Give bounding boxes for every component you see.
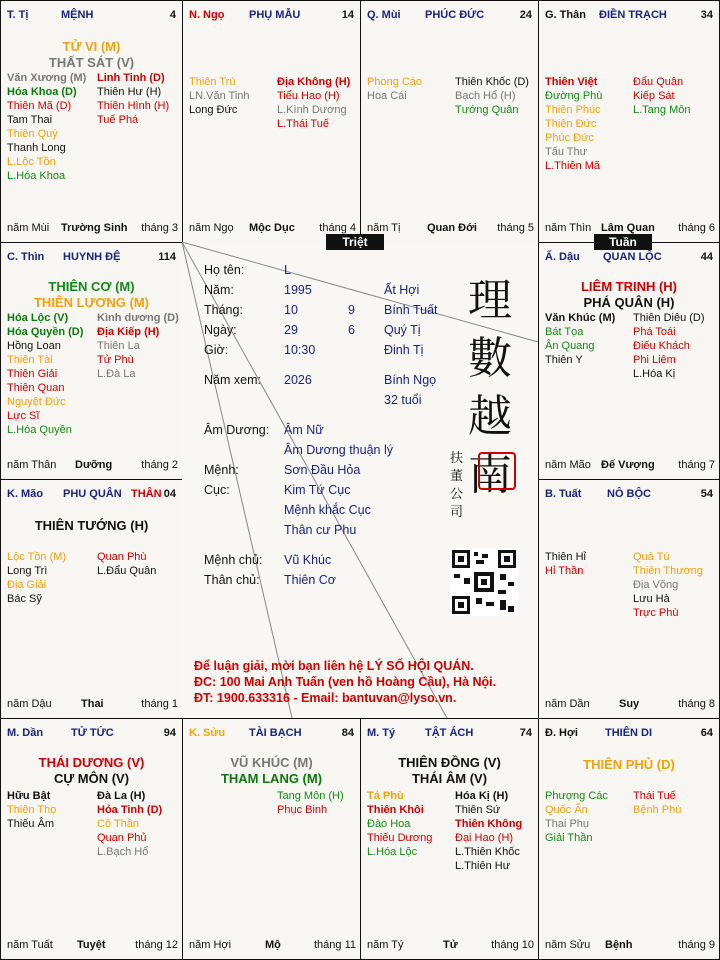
amduong-value: Âm Nữ: [284, 423, 324, 437]
palace-decade: 4: [169, 9, 176, 21]
palace-dan[interactable]: M. Dần TỬ TỨC 94 THÁI DƯƠNG (V) CỰ MÔN (V) Hữu Bật Thiên Thọ Thiếu Âm Đà La (H) Hỏa Tinh (D) Cô Thần Quan Phủ L.Bạch Hổ năm Tuất Tuyệt tháng 12: [0, 718, 183, 960]
palace-mui[interactable]: Q. Mùi PHÚC ĐỨC 24 Phong Cáo Hoa Cái Thiên Khốc (D) Bạch Hổ (H) Tướng Quân năm Tị Quan Đới tháng 5: [360, 0, 539, 243]
palace-branch: G. Thân: [545, 9, 586, 21]
palace-name: PHU QUÂN: [63, 488, 122, 500]
palace-name: TẬT ÁCH: [425, 727, 474, 739]
name-label: Họ tên:: [204, 263, 245, 277]
palace-name: TỬ TỨC: [71, 727, 114, 739]
palace-thin[interactable]: C. Thìn HUYNH ĐỆ 114 THIÊN CƠ (M) THIÊN LƯƠNG (M) Hóa Lộc (V) Hóa Quyền (D) Hồng Loan Thiên Tài Thiên Giải Thiên Quan Nguyệt Đức Lực Sĩ L.Hóa Quyền Kình dương (D) Địa Kiếp (H) Thiên La Tử Phù L.Đà La năm Thân Dưỡng tháng 2: [0, 242, 183, 480]
fate-year: năm Tý: [367, 939, 404, 951]
center-info-panel: [182, 242, 538, 718]
contact-line-1: Để luận giải, mời bạn liên hệ LÝ SỐ HỘI QUÁN.: [194, 659, 474, 673]
month: tháng 12: [135, 939, 178, 951]
life-stage: Lâm Quan: [601, 222, 655, 234]
life-stage: Quan Đới: [427, 222, 477, 234]
fate-year: năm Tuất: [7, 939, 53, 951]
tuan-marker: Tuần: [594, 234, 652, 250]
month: tháng 5: [497, 222, 534, 234]
palace-branch: M. Tý: [367, 727, 396, 739]
palace-branch: K. Mão: [7, 488, 44, 500]
month: tháng 2: [141, 459, 178, 471]
day-canchi: Quý Tị: [384, 323, 421, 337]
than-badge: THÂN: [131, 488, 162, 500]
year-label: Năm:: [204, 283, 234, 297]
day-label: Ngày:: [204, 323, 237, 337]
palace-name: NÔ BỘC: [607, 488, 651, 500]
palace-decade: 44: [700, 251, 713, 263]
cuc-value: Kim Tứ Cục: [284, 483, 351, 497]
main-stars: THIÊN ĐỒNG (V) THÁI ÂM (V): [398, 755, 501, 786]
main-stars: THIÊN PHỦ (D): [583, 757, 675, 772]
month-label: Tháng:: [204, 303, 243, 317]
life-stage: Mộ: [265, 939, 281, 951]
month: tháng 3: [141, 222, 178, 234]
month: tháng 1: [141, 698, 178, 710]
life-stage: Trường Sinh: [61, 222, 128, 234]
month-canchi: Bính Tuất: [384, 303, 438, 317]
palace-decade: 84: [341, 727, 354, 739]
palace-branch: B. Tuất: [545, 488, 582, 500]
hour-canchi: Đinh Tị: [384, 343, 424, 357]
palace-mao[interactable]: K. Mão PHU QUÂN THÂN 04 THIÊN TƯỚNG (H) Lộc Tồn (M) Long Trì Địa Giải Bác Sỹ Quan Phù L.Đẩu Quân năm Dậu Thai tháng 1: [0, 479, 183, 719]
fate-year: năm Hợi: [189, 939, 232, 951]
than-cu: Thân cư Phu: [284, 523, 357, 537]
palace-branch: Q. Mùi: [367, 9, 401, 21]
fate-year: năm Thìn: [545, 222, 592, 234]
palace-suu[interactable]: K. Sửu TÀI BẠCH 84 VŨ KHÚC (M) THAM LANG (M) Tang Môn (H) Phục Binh năm Hợi Mộ tháng 11: [182, 718, 361, 960]
palace-decade: 04: [163, 488, 176, 500]
palace-decade: 54: [700, 488, 713, 500]
fate-year: năm Tị: [367, 222, 401, 234]
day-lunar: 6: [348, 323, 355, 337]
hour-value: 10:30: [284, 343, 316, 357]
than-chu-label: Thân chủ:: [204, 573, 260, 587]
month: tháng 7: [678, 459, 715, 471]
palace-decade: 24: [519, 9, 532, 21]
year-value: 1995: [284, 283, 312, 297]
month: tháng 10: [491, 939, 534, 951]
life-stage: Suy: [619, 698, 640, 710]
life-stage: Thai: [81, 698, 104, 710]
palace-branch: Đ. Hợi: [545, 727, 578, 739]
palace-ngo[interactable]: N. Ngọ PHỤ MẪU 14 Thiên Trù LN.Văn Tinh Long Đức Địa Không (H) Tiểu Hao (H) L.Kình Dương L.Thái Tuế năm Ngọ Mộc Dục tháng 4: [182, 0, 361, 243]
fate-year: năm Thân: [7, 459, 57, 471]
hour-label: Giờ:: [204, 343, 229, 357]
main-stars: TỬ VI (M) THẤT SÁT (V): [48, 39, 135, 70]
palace-tuat[interactable]: B. Tuất NÔ BỘC 54 Thiên Hỉ Hỉ Thần Quả Tú Thiên Thương Địa Võng Lưu Hà Trực Phù năm Dần Suy tháng 8: [538, 479, 720, 719]
life-stage: Đế Vượng: [601, 459, 655, 471]
palace-decade: 94: [163, 727, 176, 739]
month: tháng 9: [678, 939, 715, 951]
month: tháng 4: [319, 222, 356, 234]
palace-decade: 34: [700, 9, 713, 21]
main-stars: VŨ KHÚC (M) THAM LANG (M): [220, 755, 323, 786]
palace-branch: T. Tị: [7, 9, 29, 21]
menh-chu-label: Mệnh chủ:: [204, 553, 263, 567]
month-solar: 10: [284, 303, 298, 317]
contact-block: [194, 658, 496, 706]
month-lunar: 9: [348, 303, 355, 317]
palace-name: PHÚC ĐỨC: [425, 9, 485, 21]
fate-year: năm Mùi: [7, 222, 50, 234]
palace-dau[interactable]: Ấ. Dậu QUAN LỘC 44 LIÊM TRINH (H) PHÁ QUÂN (H) Văn Khúc (M) Bát Tọa Ân Quang Thiên Y Thiên Diêu (D) Phá Toái Điếu Khách Phi Liêm L.Hóa Kị năm Mão Đế Vượng tháng 7: [538, 242, 720, 480]
day-solar: 29: [284, 323, 298, 337]
fate-year: năm Mão: [545, 459, 591, 471]
palace-name: HUYNH ĐỆ: [63, 251, 121, 263]
month: tháng 11: [313, 939, 356, 951]
palace-name: QUAN LỘC: [603, 251, 662, 263]
palace-branch: C. Thìn: [7, 251, 45, 263]
contact-line-2: ĐC: 100 Mai Anh Tuấn (ven hồ Hoàng Cầu), Hà Nội.: [194, 675, 497, 689]
than-chu-value: Thiên Cơ: [284, 573, 336, 587]
life-stage: Tử: [443, 939, 458, 951]
main-stars: THÁI DƯƠNG (V) CỰ MÔN (V): [38, 755, 145, 786]
palace-name: THIÊN DI: [605, 727, 653, 739]
age: 32 tuổi: [384, 393, 422, 407]
palace-than[interactable]: G. Thân ĐIỀN TRẠCH 34 Thiên Việt Đường Phù Thiên Phúc Thiên Đức Phúc Đức Tấu Thư L.Thiên Mã Đẩu Quân Kiếp Sát L.Tang Môn năm Thìn Lâm Quan tháng 6: [538, 0, 720, 243]
palace-name: ĐIỀN TRẠCH: [599, 9, 667, 21]
palace-hoi[interactable]: Đ. Hợi THIÊN DI 64 THIÊN PHỦ (D) Phượng Các Quốc Ấn Thai Phụ Giải Thần Thái Tuế Bệnh Phù năm Sửu Bệnh tháng 9: [538, 718, 720, 960]
palace-decade: 64: [700, 727, 713, 739]
fate-year: năm Dần: [545, 698, 590, 710]
palace-ty[interactable]: T. Tị MỆNH 4 TỬ VI (M) THẤT SÁT (V) Văn Xương (M) Hóa Khoa (D) Thiên Mã (D) Tam Thai Thiên Quý Thanh Long L.Lộc Tồn L.Hóa Khoa Linh Tinh (D) Thiên Hư (H) Thiên Hình (H) Tuế Phá năm Mùi Trường Sinh tháng 3: [0, 0, 183, 243]
palace-name: PHỤ MẪU: [249, 9, 301, 21]
seal-side-text: 扶董公司: [450, 451, 464, 520]
palace-branch: N. Ngọ: [189, 9, 225, 21]
palace-decade: 114: [158, 251, 176, 263]
fate-year: năm Dậu: [7, 698, 52, 710]
palace-branch: M. Dần: [7, 727, 44, 739]
life-stage: Dưỡng: [75, 459, 113, 471]
name-value: L: [284, 263, 291, 277]
month: tháng 8: [678, 698, 715, 710]
amduong-note: Âm Dương thuận lý: [284, 443, 393, 457]
view-year-value: 2026: [284, 373, 312, 387]
red-seal: [478, 452, 516, 490]
palace-name: TÀI BẠCH: [249, 727, 302, 739]
life-stage: Bệnh: [605, 939, 633, 951]
palace-ti[interactable]: M. Tý TẬT ÁCH 74 THIÊN ĐỒNG (V) THÁI ÂM (V) Tả Phù Thiên Khôi Đào Hoa Thiếu Dương L.Hóa Lộc Hóa Kị (H) Thiên Sứ Thiên Không Đại Hao (H) L.Thiên Khốc L.Thiên Hư năm Tý Tử tháng 10: [360, 718, 539, 960]
palace-name: MỆNH: [61, 9, 94, 21]
month: tháng 6: [678, 222, 715, 234]
main-stars: THIÊN TƯỚNG (H): [34, 518, 149, 533]
menh-chu-value: Vũ Khúc: [284, 553, 332, 567]
logo-chars: 理數越南: [468, 275, 512, 500]
qr-code[interactable]: [450, 548, 518, 616]
palace-branch: Ấ. Dậu: [545, 251, 580, 263]
palace-decade: 74: [519, 727, 532, 739]
life-stage: Mộc Dục: [249, 222, 295, 234]
view-year-label: Năm xem:: [204, 373, 261, 387]
amduong-label: Âm Dương:: [204, 423, 270, 437]
main-stars: LIÊM TRINH (H) PHÁ QUÂN (H): [580, 279, 678, 310]
cuc-note: Mệnh khắc Cục: [284, 503, 371, 517]
fate-year: năm Sửu: [545, 939, 591, 951]
life-stage: Tuyệt: [77, 939, 106, 951]
menh-value: Sơn Đầu Hỏa: [284, 463, 361, 477]
year-canchi: Ất Hợi: [384, 283, 420, 297]
triet-marker: Triệt: [326, 234, 384, 250]
menh-label: Mệnh:: [204, 463, 239, 477]
main-stars: THIÊN CƠ (M) THIÊN LƯƠNG (M): [33, 279, 150, 310]
view-canchi: Bính Ngọ: [384, 373, 437, 387]
contact-line-3: ĐT: 1900.633316 - Email: bantuvan@lyso.vn.: [194, 691, 457, 705]
cuc-label: Cục:: [204, 483, 230, 497]
palace-decade: 14: [341, 9, 354, 21]
fate-year: năm Ngọ: [189, 222, 234, 234]
palace-branch: K. Sửu: [189, 727, 226, 739]
